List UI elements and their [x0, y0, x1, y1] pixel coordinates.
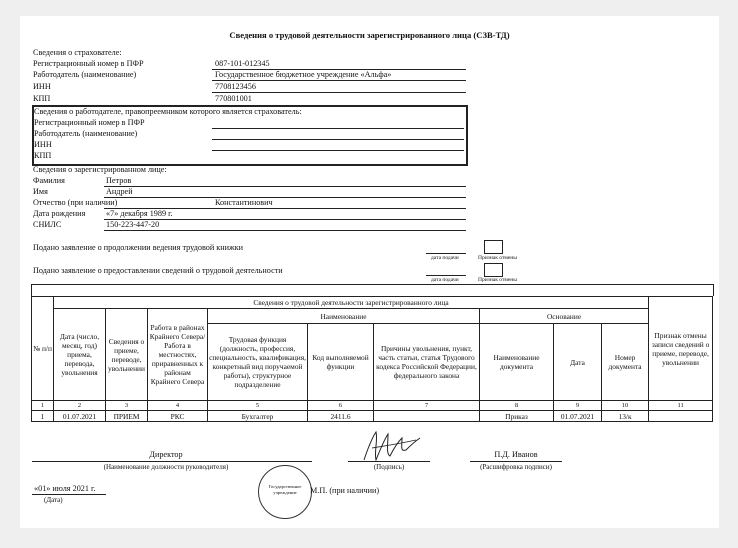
insurer-heading: Сведения о страхователе:: [33, 48, 122, 57]
continue-cancel-caption: Признак отмены: [478, 255, 517, 261]
signer-name: П.Д. Иванов: [494, 450, 538, 459]
successor-employer-label: Работодатель (наименование): [34, 129, 138, 138]
surname-value: Петров: [106, 176, 132, 185]
successor-pfr-line: [212, 128, 464, 129]
col-header-osnovanie: Основание: [480, 309, 649, 324]
patronymic-label: Отчество (при наличии): [33, 198, 118, 207]
col-header-function: Трудовая функция (должность, профессия, специальность, квалификация, конкретный вид поручаемой работы), структурное подразделение: [208, 324, 308, 401]
snils-value: 150-223-447-20: [106, 220, 160, 229]
col-number: 10: [602, 401, 649, 411]
successor-pfr-label: Регистрационный номер в ПФР: [34, 118, 145, 127]
insurer-pfr-label: Регистрационный номер в ПФР: [33, 59, 144, 68]
successor-employer-line: [212, 139, 464, 140]
continue-date-line: [426, 253, 466, 254]
insurer-kpp-value: 770801001: [215, 94, 252, 103]
col-header-date: Дата (число, месяц, год) приема, перевода, увольнения: [54, 309, 106, 401]
continue-cancel-box: [484, 240, 503, 254]
provide-cancel-box: [484, 263, 503, 277]
director-position: Директор: [149, 450, 183, 459]
successor-inn-label: ИНН: [34, 140, 52, 149]
insurer-employer-line: [212, 80, 466, 81]
col-header-function-code: Код выполняемой функции: [308, 324, 374, 401]
col-header-doc-name: Наименование документа: [480, 324, 554, 401]
table-top-strip: [31, 284, 714, 296]
person-heading: Сведения о зарегистрированном лице:: [33, 165, 167, 174]
col-number: 7: [374, 401, 480, 411]
col-number: 4: [148, 401, 208, 411]
cell-info: ПРИЕМ: [106, 411, 148, 422]
patronymic-value: Константинович: [215, 198, 273, 207]
provide-date-line: [426, 275, 466, 276]
provide-cancel-caption: Признак отмены: [478, 277, 517, 283]
col-number: 11: [649, 401, 713, 411]
signer-name-caption: (Расшифровка подписи): [480, 463, 552, 471]
col-number: 9: [554, 401, 602, 411]
signature-scribble: [358, 426, 424, 466]
insurer-inn-line: [212, 92, 466, 93]
col-header-dismissal-reason: Причины увольнения, пункт, часть статьи, статья Трудового кодекса Российской Федерации, федерального закона: [374, 324, 480, 401]
provide-date-caption: дата подачи: [431, 277, 459, 283]
col-header-north: Работа в районах Крайнего Севера/Работа в местностях, приравненных к районам Крайнего Севера: [148, 309, 208, 401]
position-caption: (Наименование должности руководителя): [103, 463, 229, 471]
cell-function-code: 2411.6: [308, 411, 374, 422]
cell-doc-number: 13/к: [602, 411, 649, 422]
sign-date: «01» июля 2021 г.: [34, 484, 96, 493]
continue-workbook-label: Подано заявление о продолжении ведения трудовой книжки: [33, 243, 244, 252]
insurer-pfr-value: 087-101-012345: [215, 59, 270, 68]
surname-line: [104, 186, 466, 187]
col-header-cancel: Признак отмены записи сведений о приеме, переводе, увольнении: [649, 297, 713, 401]
col-number: 6: [308, 401, 374, 411]
stamp-text: Государственное учреждение: [268, 484, 302, 495]
work-activity-table: [31, 296, 713, 422]
col-number: 1: [32, 401, 54, 411]
cell-function: Бухгалтер: [208, 411, 308, 422]
cell-date: 01.07.2021: [54, 411, 106, 422]
snils-line: [104, 230, 466, 231]
provide-info-label: Подано заявление о предоставлении сведений о трудовой деятельности: [33, 266, 283, 275]
stamp-seal: [258, 465, 312, 519]
name-label: Имя: [33, 187, 48, 196]
surname-label: Фамилия: [33, 176, 65, 185]
cell-doc-name: Приказ: [480, 411, 554, 422]
cell-dismissal-reason: [374, 411, 480, 422]
insurer-employer-value: Государственное бюджетное учреждение «Альфа»: [215, 70, 392, 79]
birth-label: Дата рождения: [33, 209, 86, 218]
snils-label: СНИЛС: [33, 220, 62, 229]
col-header-naimenovanie: Наименование: [208, 309, 480, 324]
cell-doc-date: 01.07.2021: [554, 411, 602, 422]
col-number: 5: [208, 401, 308, 411]
birth-value: «7» декабря 1989 г.: [106, 209, 173, 218]
continue-date-caption: дата подачи: [431, 255, 459, 261]
name-value: Андрей: [106, 187, 133, 196]
table-row: [32, 411, 713, 422]
col-number: 2: [54, 401, 106, 411]
document-title: Сведения о трудовой деятельности зарегистрированного лица (СЗВ-ТД): [229, 30, 510, 40]
document-sheet: [20, 16, 719, 528]
insurer-inn-value: 7708123456: [215, 82, 256, 91]
successor-heading: Сведения о работодателе, правопреемником которого является страхователь:: [34, 107, 302, 116]
sign-date-caption: (Дата): [44, 496, 63, 504]
col-header-number: № п/п: [32, 297, 54, 401]
successor-kpp-label: КПП: [34, 151, 52, 160]
col-number: 8: [480, 401, 554, 411]
table-group-header: Сведения о трудовой деятельности зарегистрированного лица: [54, 297, 649, 309]
name-line: [104, 197, 466, 198]
cell-north: РКС: [148, 411, 208, 422]
col-header-doc-number: Номер документа: [602, 324, 649, 401]
insurer-kpp-label: КПП: [33, 94, 51, 103]
successor-inn-line: [212, 150, 464, 151]
insurer-employer-label: Работодатель (наименование): [33, 70, 137, 79]
cell-cancel: [649, 411, 713, 422]
insurer-inn-label: ИНН: [33, 82, 51, 91]
col-header-doc-date: Дата: [554, 324, 602, 401]
col-header-info: Сведения о приеме, переводе, увольнении: [106, 309, 148, 401]
col-number: 3: [106, 401, 148, 411]
sign-caption: (Подпись): [373, 463, 405, 471]
cell-number: 1: [32, 411, 54, 422]
stamp-mp-label: М.П. (при наличии): [310, 486, 380, 495]
